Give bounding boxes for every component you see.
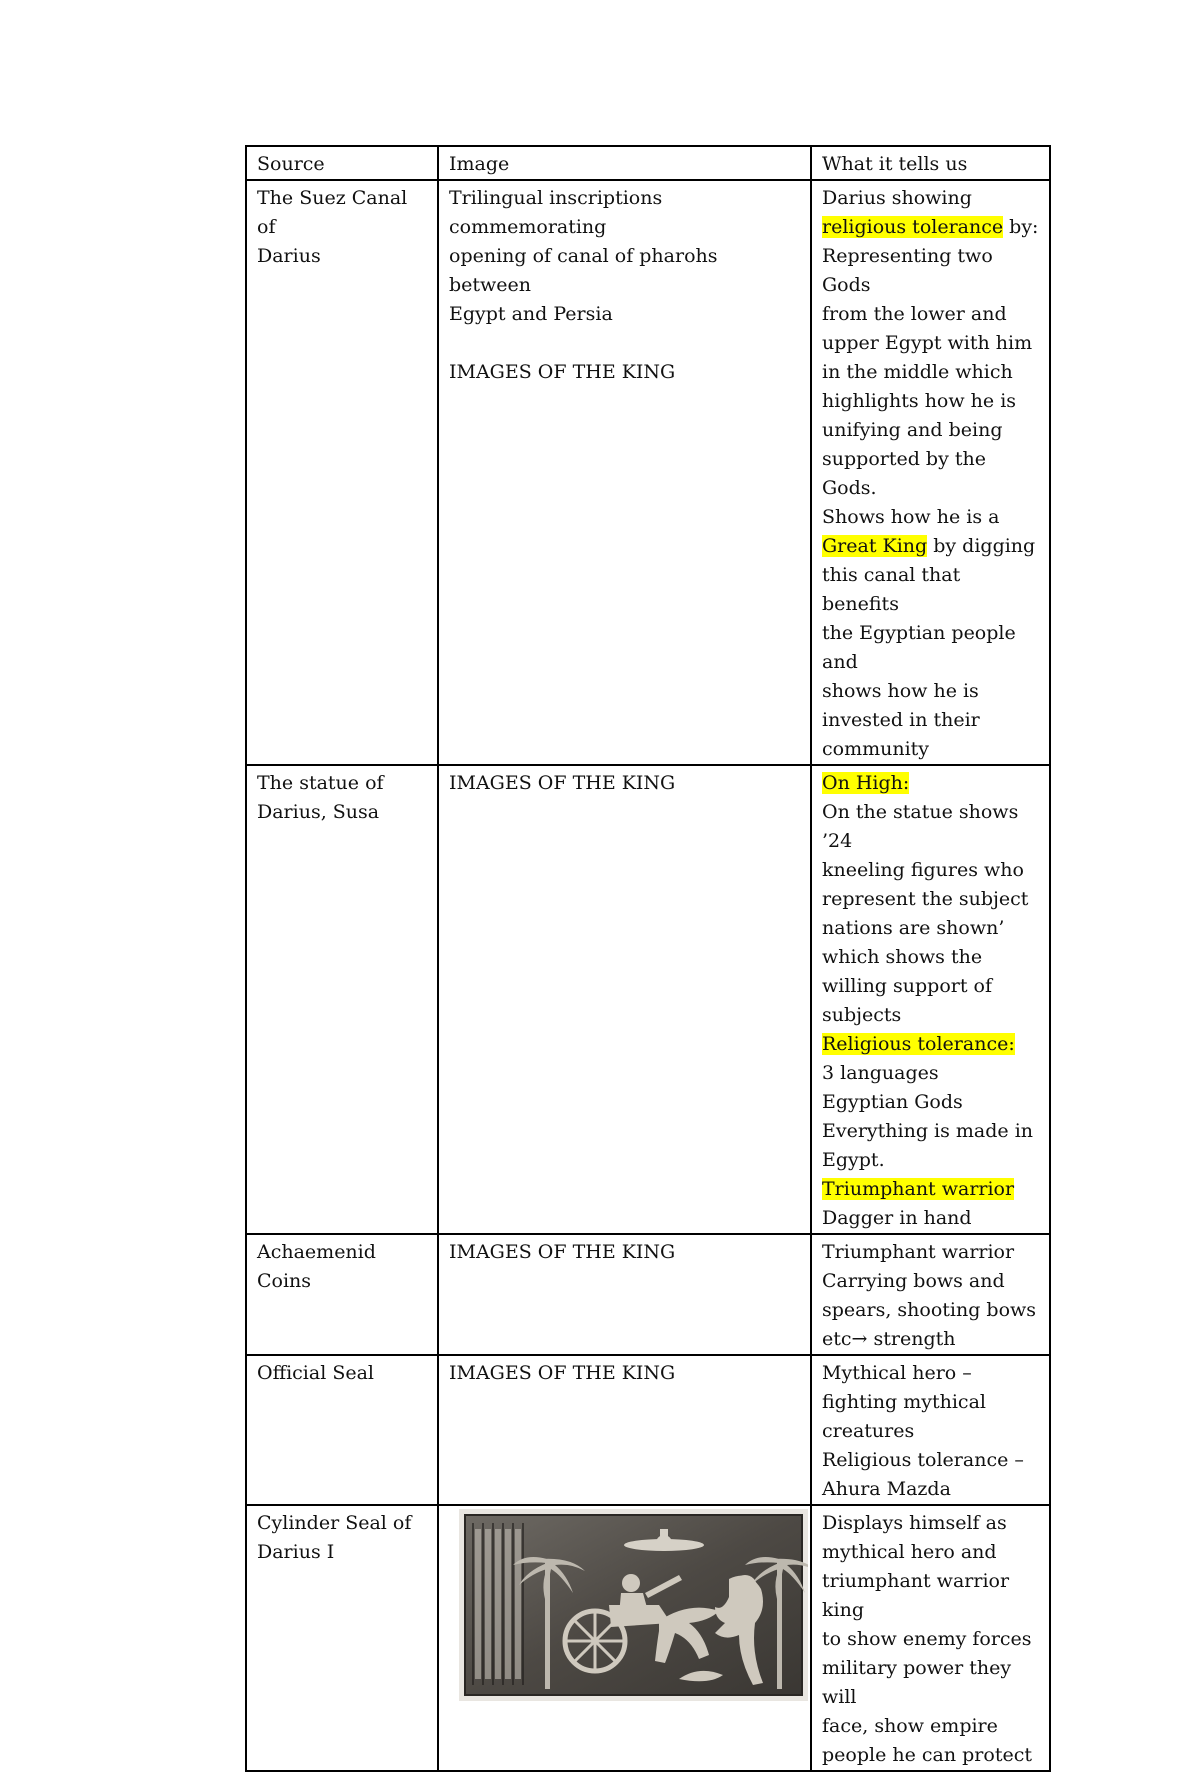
tells-line: subjects [822,1004,902,1026]
source-text: The Suez Canal of [257,187,408,238]
source-cell [246,1234,438,1355]
sources-table [245,145,1051,1772]
image-text: Trilingual inscriptions commemorating [449,187,663,238]
source-text: Darius, Susa [257,801,380,823]
table-row [246,1234,1050,1355]
tells-line: Displays himself as [822,1512,1007,1534]
tells-line: etc→ strength [822,1328,956,1350]
tells-line: kneeling figures who [822,859,1024,881]
header-tells: What it tells us [811,146,1050,180]
tells-line: in the middle which [822,361,1013,383]
source-text: The statue of [257,772,384,794]
header-row [246,146,1050,180]
tells-cell [811,1234,1050,1355]
highlight: Triumphant warrior [822,1178,1015,1200]
tells-line: highlights how he is [822,390,1017,412]
tells-line: Egypt. [822,1149,885,1171]
image-cell [438,1355,811,1505]
tells-line: mythical hero and [822,1541,997,1563]
source-text: Darius [257,245,321,267]
source-text: Achaemenid [257,1241,376,1263]
tells-line [822,769,1039,798]
tells-line: unifying and being [822,419,1003,441]
tells-line: to show enemy forces [822,1628,1032,1650]
tells-line [822,1175,1039,1204]
tells-line: Shows how he is a [822,506,1000,528]
tells-line: On the statue shows ’24 [822,801,1019,852]
source-text: Official Seal [257,1362,374,1384]
image-text: opening of canal of pharohs between [449,245,718,296]
arrow-right-icon: → [851,1328,868,1350]
tells-line: community [822,738,930,760]
header-source: Source [246,146,438,180]
table-row [246,180,1050,765]
image-cell [438,765,811,1234]
tells-line: Religious tolerance – [822,1449,1024,1471]
source-cell [246,1355,438,1505]
highlight: religious tolerance [822,216,1004,238]
source-cell [246,1505,438,1771]
tells-line: Representing two Gods [822,245,993,296]
tells-line: the Egyptian people and [822,622,1016,673]
cylinder-seal-image [459,1509,808,1701]
source-text: Coins [257,1270,312,1292]
source-text: Cylinder Seal of [257,1512,412,1534]
table-row [246,1505,1050,1771]
highlight: Great King [822,535,928,557]
tells-line: Great King by digging [822,535,1036,557]
tells-line: creatures [822,1420,915,1442]
tells-line: this canal that benefits [822,564,961,615]
tells-line: Carrying bows and [822,1270,1005,1292]
tells-cell [811,1505,1050,1771]
tells-line: supported by the Gods. [822,448,986,499]
tells-line: Darius showing [822,187,972,209]
tells-line: shows how he is [822,680,979,702]
tells-line [822,1030,1039,1059]
highlight: On High: [822,772,910,794]
image-cell [438,180,811,765]
tells-line: 3 languages [822,1062,939,1084]
header-image: Image [438,146,811,180]
image-text: IMAGES OF THE KING [449,1241,676,1263]
image-cell [438,1505,811,1771]
tells-line: Triumphant warrior [822,1241,1015,1263]
tells-line: face, show empire [822,1715,998,1737]
tells-line: from the lower and [822,303,1007,325]
tells-line: invested in their [822,709,980,731]
tells-line: Mythical hero – [822,1362,972,1384]
tells-line: spears, shooting bows [822,1299,1037,1321]
image-text: IMAGES OF THE KING [449,772,676,794]
tells-line: religious tolerance by: [822,216,1039,238]
source-cell [246,765,438,1234]
tells-line: nations are shown’ [822,917,1005,939]
tells-line: upper Egypt with him [822,332,1033,354]
source-text: Darius I [257,1541,335,1563]
tells-line: people he can protect [822,1744,1032,1766]
highlight: Religious tolerance: [822,1033,1015,1055]
source-cell [246,180,438,765]
image-text: IMAGES OF THE KING [449,361,676,383]
tells-line: willing support of [822,975,992,997]
tells-cell [811,1355,1050,1505]
tells-line: military power they will [822,1657,1012,1708]
table-row [246,765,1050,1234]
tells-line: Everything is made in [822,1120,1034,1142]
tells-line: Ahura Mazda [822,1478,951,1500]
image-text: IMAGES OF THE KING [449,1362,676,1384]
tells-cell [811,180,1050,765]
image-text: Egypt and Persia [449,303,613,325]
tells-line: Egyptian Gods [822,1091,963,1113]
blank-line [449,329,800,358]
tells-cell [811,765,1050,1234]
tells-line: Dagger in hand [822,1207,972,1229]
image-cell [438,1234,811,1355]
tells-line: fighting mythical [822,1391,986,1413]
tells-line: which shows the [822,946,983,968]
table-row [246,1355,1050,1505]
tells-line: represent the subject [822,888,1029,910]
tells-line: triumphant warrior king [822,1570,1010,1621]
